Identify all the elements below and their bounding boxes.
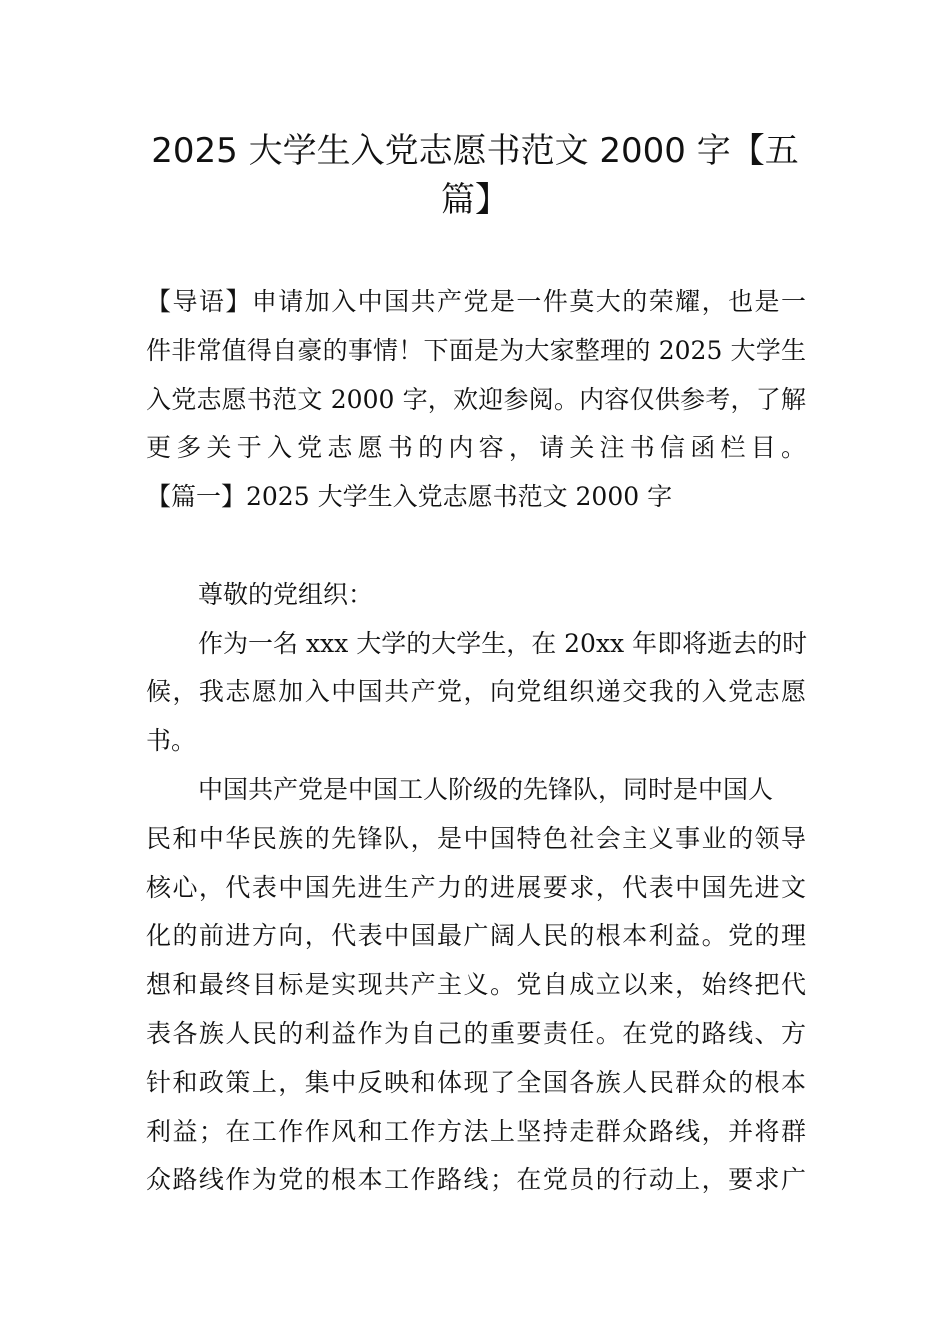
paragraph-line: 候，我志愿加入中国共产党，向党组织递交我的入党志愿 xyxy=(146,677,806,707)
paragraph-line: 利益；在工作作风和工作方法上坚持走群众路线，并将群 xyxy=(146,1116,806,1146)
paragraph-line: 作为一名 xxx 大学的大学生，在 20xx 年即将逝去的时 xyxy=(198,628,808,658)
paragraph-line: 书。 xyxy=(146,726,197,756)
salutation: 尊敬的党组织： xyxy=(198,579,374,609)
document-body xyxy=(146,278,806,1205)
paragraph-line: 针和政策上，集中反映和体现了全国各族人民群众的根本 xyxy=(146,1067,806,1097)
paragraph-line: 化的前进方向，代表中国最广阔人民的根本利益。党的理 xyxy=(146,921,806,951)
title-line-2: 篇】 xyxy=(441,179,509,220)
intro-line: 入党志愿书范文 2000 字，欢迎参阅。内容仅供参考，了解 xyxy=(146,384,806,414)
paragraph-line: 核心，代表中国先进生产力的进展要求，代表中国先进文 xyxy=(146,872,806,902)
intro-line: 更多关于入党志愿书的内容，请关注书信函栏目。 xyxy=(146,433,806,463)
paragraph-line: 民和中华民族的先锋队，是中国特色社会主义事业的领导 xyxy=(146,823,806,853)
section-heading: 【篇一】2025 大学生入党志愿书范文 2000 字 xyxy=(146,482,673,512)
intro-paragraph xyxy=(146,278,806,522)
paragraph-1 xyxy=(146,620,806,766)
blank-line xyxy=(146,522,806,571)
paragraph-line: 众路线作为党的根本工作路线；在党员的行动上，要求广 xyxy=(146,1165,806,1195)
intro-line: 【导语】申请加入中国共产党是一件莫大的荣耀，也是一 xyxy=(146,287,806,316)
paragraph-line: 想和最终目标是实现共产主义。党自成立以来，始终把代 xyxy=(146,970,806,1000)
title-line-1: 2025 大学生入党志愿书范文 2000 字【五 xyxy=(151,131,799,171)
paragraph-line: 表各族人民的利益作为自己的重要责任。在党的路线、方 xyxy=(146,1018,806,1048)
intro-line: 件非常值得自豪的事情！下面是为大家整理的 2025 大学生 xyxy=(146,335,806,365)
paragraph-line: 中国共产党是中国工人阶级的先锋队，同时是中国人 xyxy=(198,774,774,804)
paragraph-2 xyxy=(146,766,806,1205)
document-title xyxy=(146,126,804,224)
